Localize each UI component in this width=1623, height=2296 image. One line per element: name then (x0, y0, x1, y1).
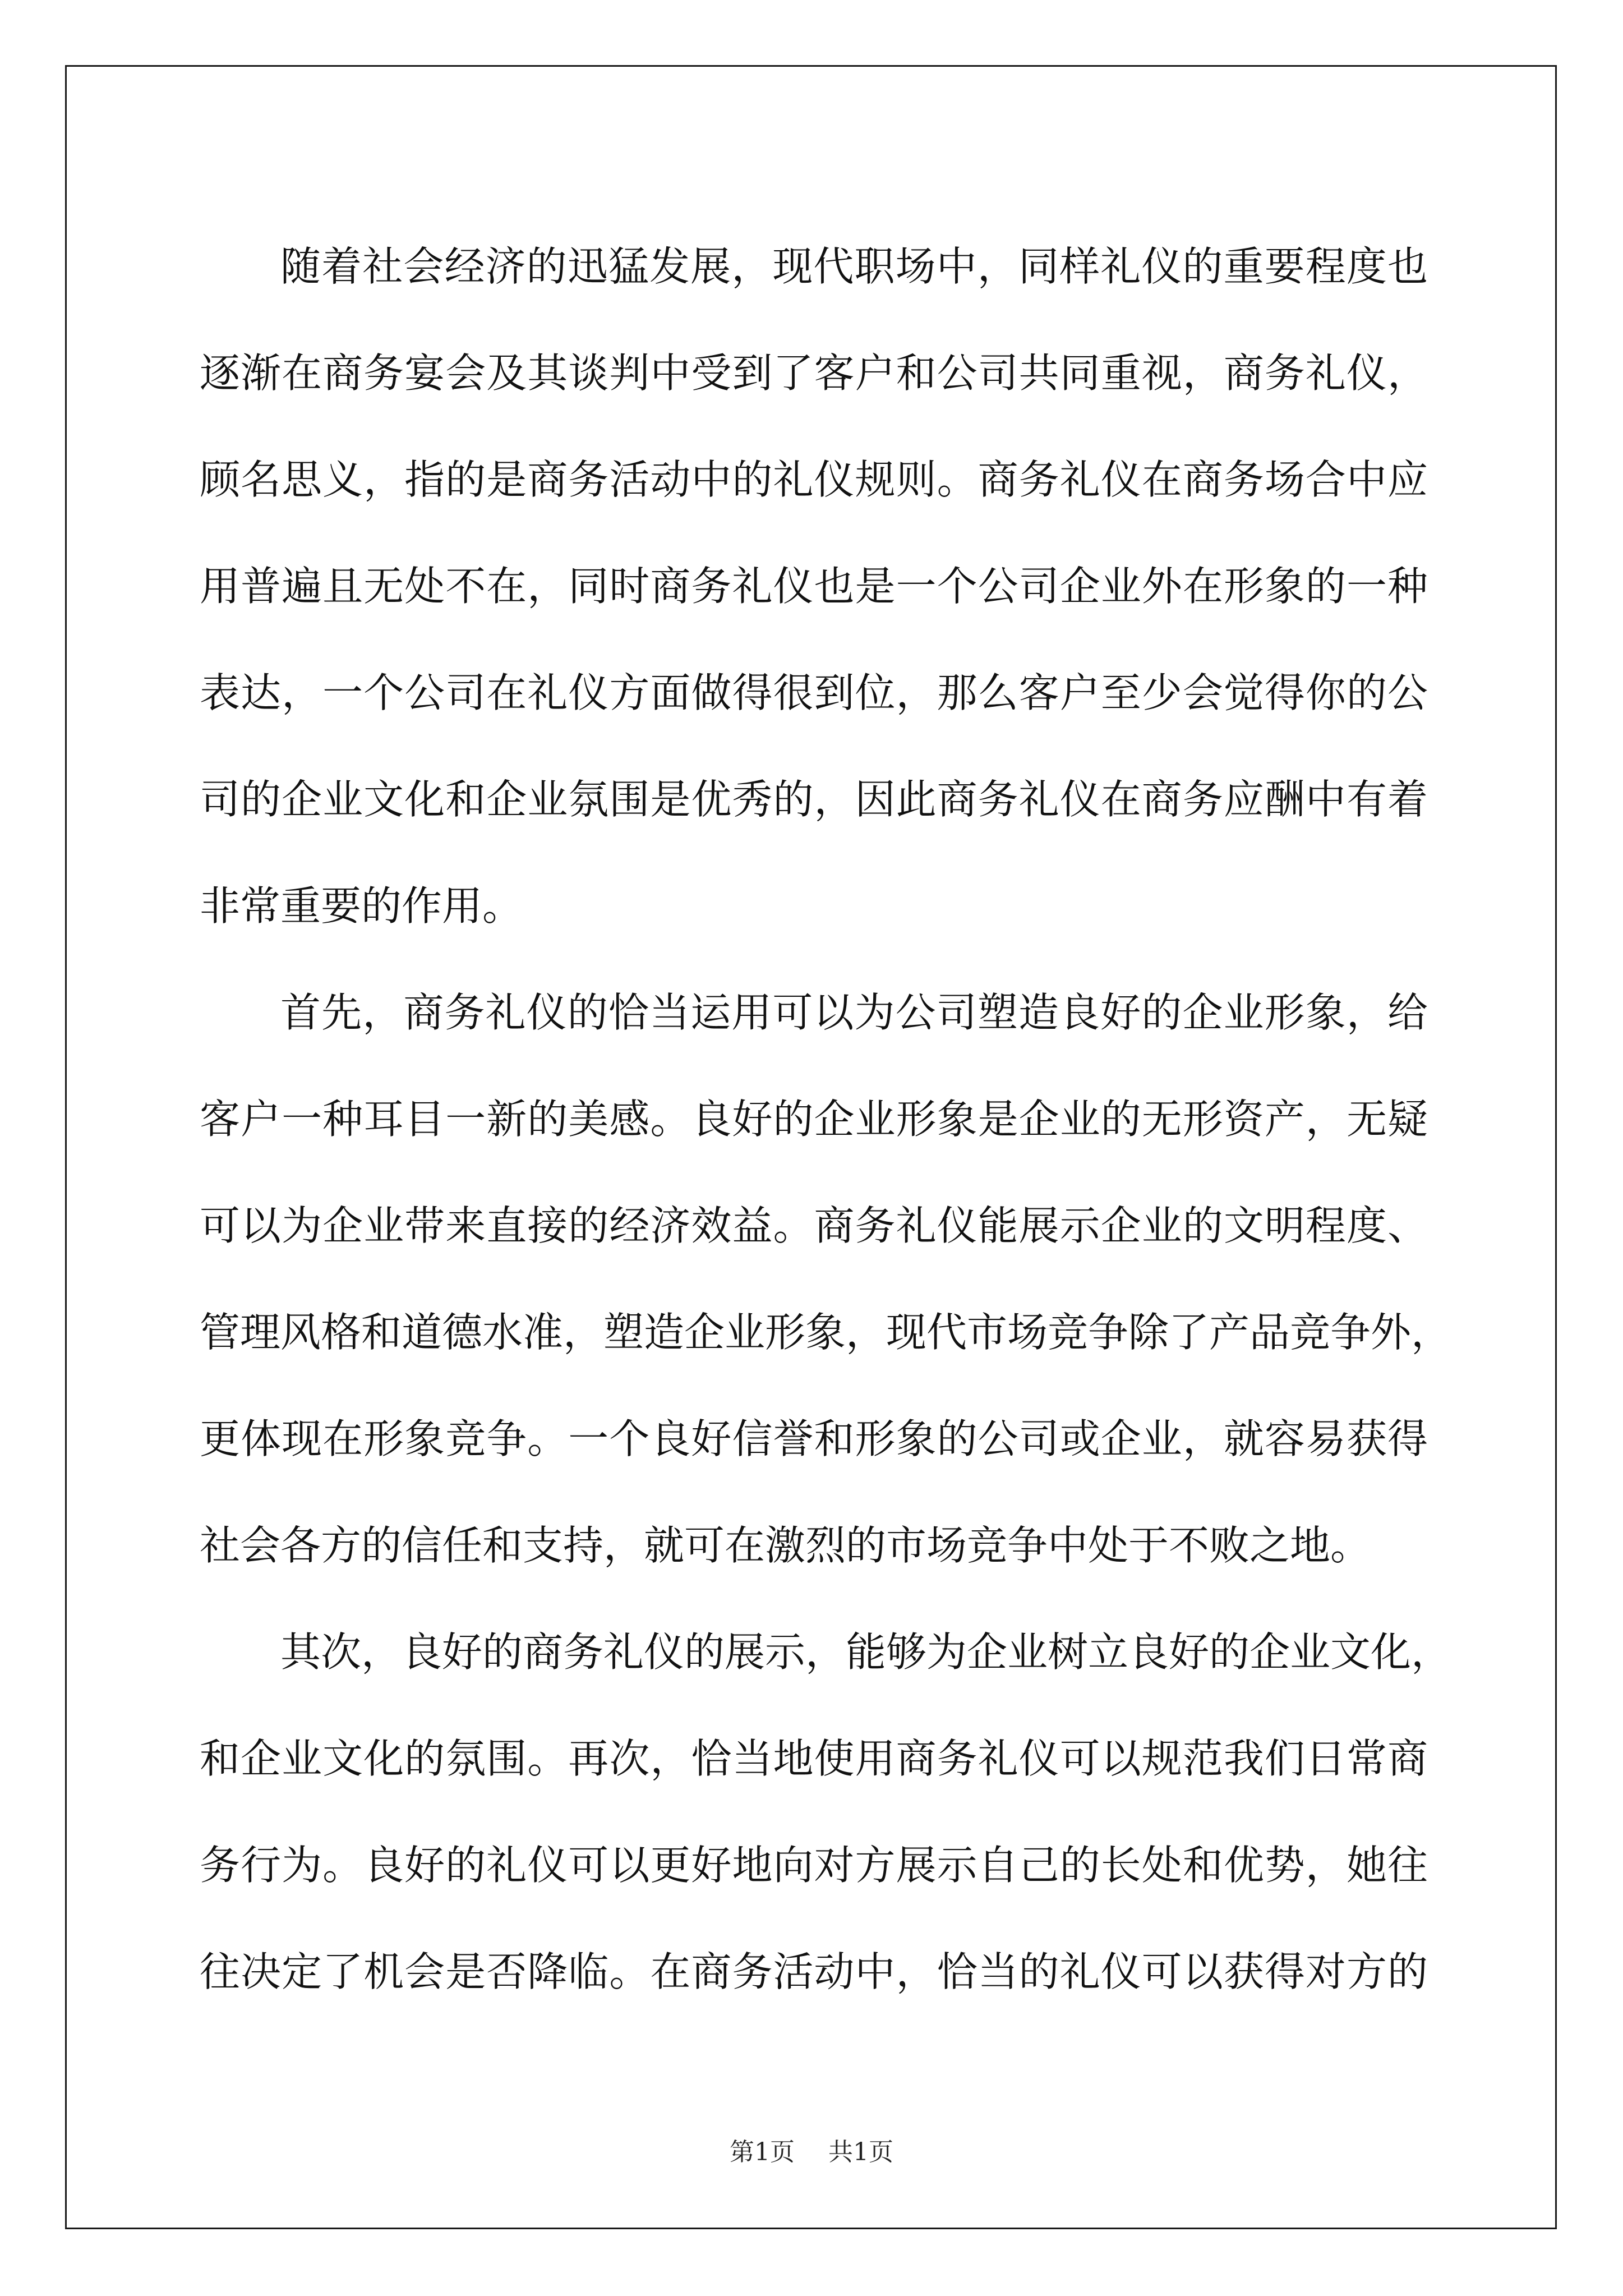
text-line: 司的企业文化和企业氛围是优秀的，因此商务礼仪在商务应酬中有着 (200, 776, 1428, 823)
text-line: 表达，一个公司在礼仪方面做得很到位，那么客户至少会觉得你的公 (200, 669, 1428, 716)
text-line: 更体现在形象竞争。一个良好信誉和形象的公司或企业，就容易获得 (200, 1415, 1428, 1462)
text-line: 用普遍且无处不在，同时商务礼仪也是一个公司企业外在形象的一种 (200, 563, 1428, 610)
page-total: 共1页 (828, 2138, 893, 2166)
text-line: 非常重要的作用。 (200, 882, 523, 930)
text-line: 随着社会经济的迅猛发展，现代职场中，同样礼仪的重要程度也 (280, 243, 1428, 290)
text-line: 社会各方的信任和支持，就可在激烈的市场竞争中处于不败之地。 (200, 1522, 1371, 1569)
text-line: 和企业文化的氛围。再次，恰当地使用商务礼仪可以规范我们日常商 (200, 1735, 1428, 1782)
text-line: 逐渐在商务宴会及其谈判中受到了客户和公司共同重视，商务礼仪， (200, 349, 1428, 397)
page-number: 第1页 (730, 2138, 795, 2166)
text-line: 客户一种耳目一新的美感。良好的企业形象是企业的无形资产，无疑 (200, 1096, 1428, 1143)
text-line: 管理风格和道德水准，塑造企业形象，现代市场竞争除了产品竞争外， (200, 1309, 1452, 1356)
text-line: 可以为企业带来直接的经济效益。商务礼仪能展示企业的文明程度、 (200, 1202, 1428, 1249)
page-footer (0, 2132, 1623, 2168)
paragraph (200, 1599, 1452, 2025)
paragraph (200, 213, 1428, 959)
document-body (200, 213, 1452, 2025)
text-line: 顾名思义，指的是商务活动中的礼仪规则。商务礼仪在商务场合中应 (200, 456, 1428, 503)
text-line: 务行为。良好的礼仪可以更好地向对方展示自己的长处和优势，她往 (200, 1842, 1428, 1889)
text-line: 其次，良好的商务礼仪的展示，能够为企业树立良好的企业文化， (280, 1628, 1452, 1676)
paragraph (200, 959, 1452, 1599)
text-line: 往决定了机会是否降临。在商务活动中，恰当的礼仪可以获得对方的 (200, 1948, 1428, 1995)
text-line: 首先，商务礼仪的恰当运用可以为公司塑造良好的企业形象，给 (280, 989, 1428, 1036)
